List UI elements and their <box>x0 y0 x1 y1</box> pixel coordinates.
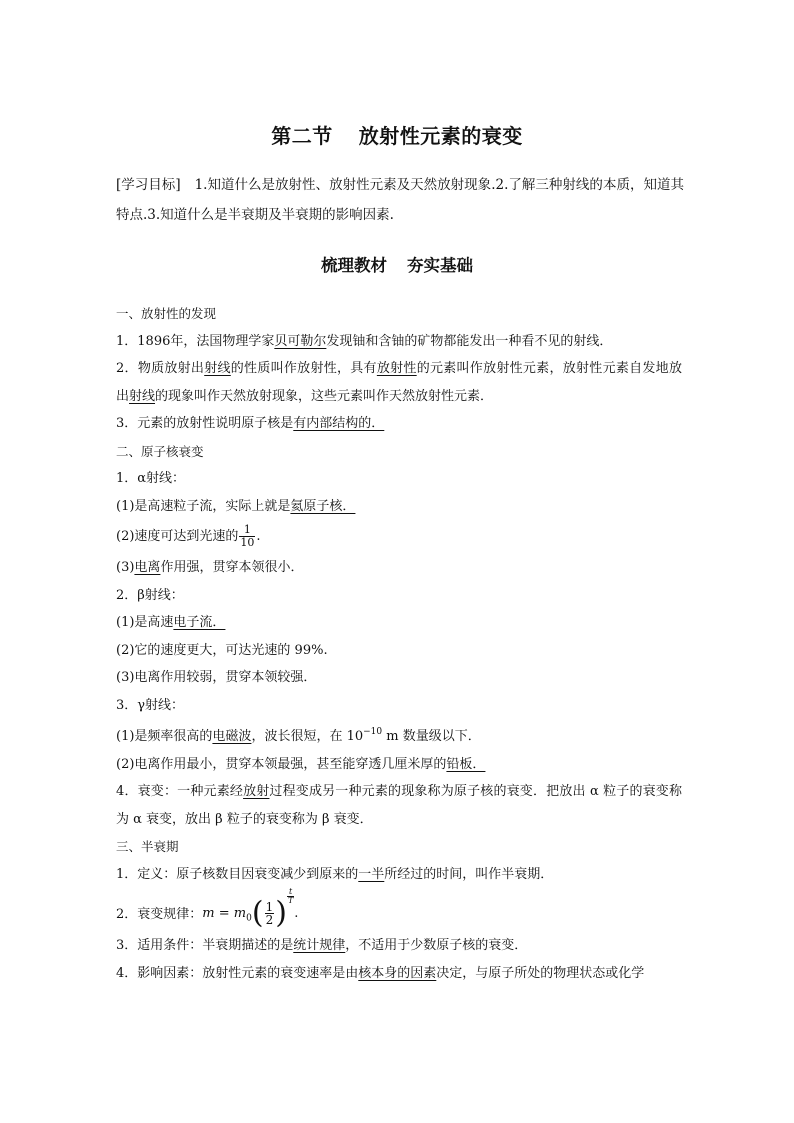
gamma-item-2: (2)电离作用最小，贯穿本领最强，甚至能穿透几厘米厚的铅板． <box>116 756 486 772</box>
gamma-item-1: (1)是频率很高的电磁波，波长很短，在 $10^{-10}$ m 数量级以下． <box>116 727 481 744</box>
blank-answer: 铅板． <box>446 756 486 772</box>
alpha-item-1: (1)是高速粒子流，实际上就是氦原子核． <box>116 498 356 514</box>
paragraph-2: 2．物质放射出射线的性质叫作放射性，具有放射性的元素叫作放射性元素，放射性元素自发地放出射线的现象叫作天然放射现象，这些元素叫作天然放射性元素． <box>116 361 682 404</box>
influencing-factors: 4．影响因素：放射性元素的衰变速率是由核本身的因素决定，与原子所处的物理状态或化学 <box>116 965 645 981</box>
beta-heading: 2．β射线： <box>116 587 184 603</box>
goals-text: 1.知道什么是放射性、放射性元素及天然放射现象.2.了解三种射线的本质，知道其特点.3.知道什么是半衰期及半衰期的影响因素. <box>116 177 684 223</box>
beta-item-1: (1)是高速电子流． <box>116 615 226 630</box>
title-text: 放射性元素的衰变 <box>358 124 523 148</box>
alpha-heading: 1．α射线： <box>116 471 186 486</box>
blank-answer: 射线 <box>129 388 156 404</box>
blank-answer: 氦原子核． <box>290 498 356 514</box>
subsection-heading-discovery: 一、放射性的发现 <box>116 306 217 321</box>
blank-answer: 电离 <box>134 560 161 575</box>
blank-answer: 电磁波 <box>212 729 252 744</box>
alpha-item-3: (3)电离作用强，贯穿本领很小． <box>116 560 304 575</box>
section-heading-part2: 夯实基础 <box>407 256 473 275</box>
content-body <box>116 300 682 987</box>
blank-answer: 有内部结构的． <box>293 416 385 431</box>
fraction-one-tenth: $\frac{1}{10}$ <box>240 523 255 549</box>
alpha-item-2: (2)速度可达到光速的 $\frac{1}{10}$ . <box>116 523 261 549</box>
decay-formula: $m = m_0$( $\frac{1}{2}$ ) $\frac{t}{T}$ . <box>202 887 299 931</box>
blank-answer: 放射 <box>243 784 270 799</box>
goals-tag: [学习目标] <box>116 177 181 193</box>
formula-exponent: $\frac{t}{T}$ <box>287 887 294 905</box>
subsection-heading-decay: 二、原子核衰变 <box>116 443 204 459</box>
beta-item-2: (2)它的速度更大，可达光速的 99%. <box>116 642 328 658</box>
beta-item-3: (3)电离作用较弱，贯穿本领较强． <box>116 670 317 685</box>
blank-answer: 贝可勒尔 <box>274 333 327 349</box>
blank-answer: 放射性 <box>376 361 417 376</box>
blank-answer: 射线 <box>204 361 231 376</box>
section-heading <box>0 252 794 276</box>
paragraph-1: 1．1896年，法国物理学家贝可勒尔发现铀和含铀的矿物都能发出一种看不见的射线． <box>116 333 613 349</box>
gamma-heading: 3．γ射线： <box>116 697 185 713</box>
page-title <box>0 120 794 149</box>
decay-law: 2．衰变规律：$m = m_0$( $\frac{1}{2}$ ) $\frac{t}{T}$ . <box>116 888 682 932</box>
blank-answer: 电子流． <box>173 615 226 630</box>
section-heading-part1: 梳理教材 <box>321 256 387 275</box>
paragraph-3: 3．元素的放射性说明原子核是有内部结构的． <box>116 416 385 431</box>
exponent: −10 <box>363 727 383 737</box>
decay-definition: 4．衰变：一种元素经放射过程变成另一种元素的现象称为原子核的衰变．把放出 α 粒子的衰变称为 α 衰变，放出 β 粒子的衰变称为 β 衰变． <box>116 784 682 827</box>
half-life-definition: 1．定义：原子核数目因衰变减少到原来的一半所经过的时间，叫作半衰期． <box>116 866 554 882</box>
subsection-heading-half-life: 三、半衰期 <box>116 839 179 854</box>
blank-answer: 统计规律 <box>293 938 346 953</box>
learning-goals <box>116 170 684 230</box>
applicable-conditions: 3．适用条件：半衰期描述的是统计规律，不适用于少数原子核的衰变． <box>116 938 528 953</box>
title-section-number: 第二节 <box>271 124 333 148</box>
blank-answer: 一半 <box>358 866 385 882</box>
blank-answer: 核本身的因素 <box>358 965 437 981</box>
